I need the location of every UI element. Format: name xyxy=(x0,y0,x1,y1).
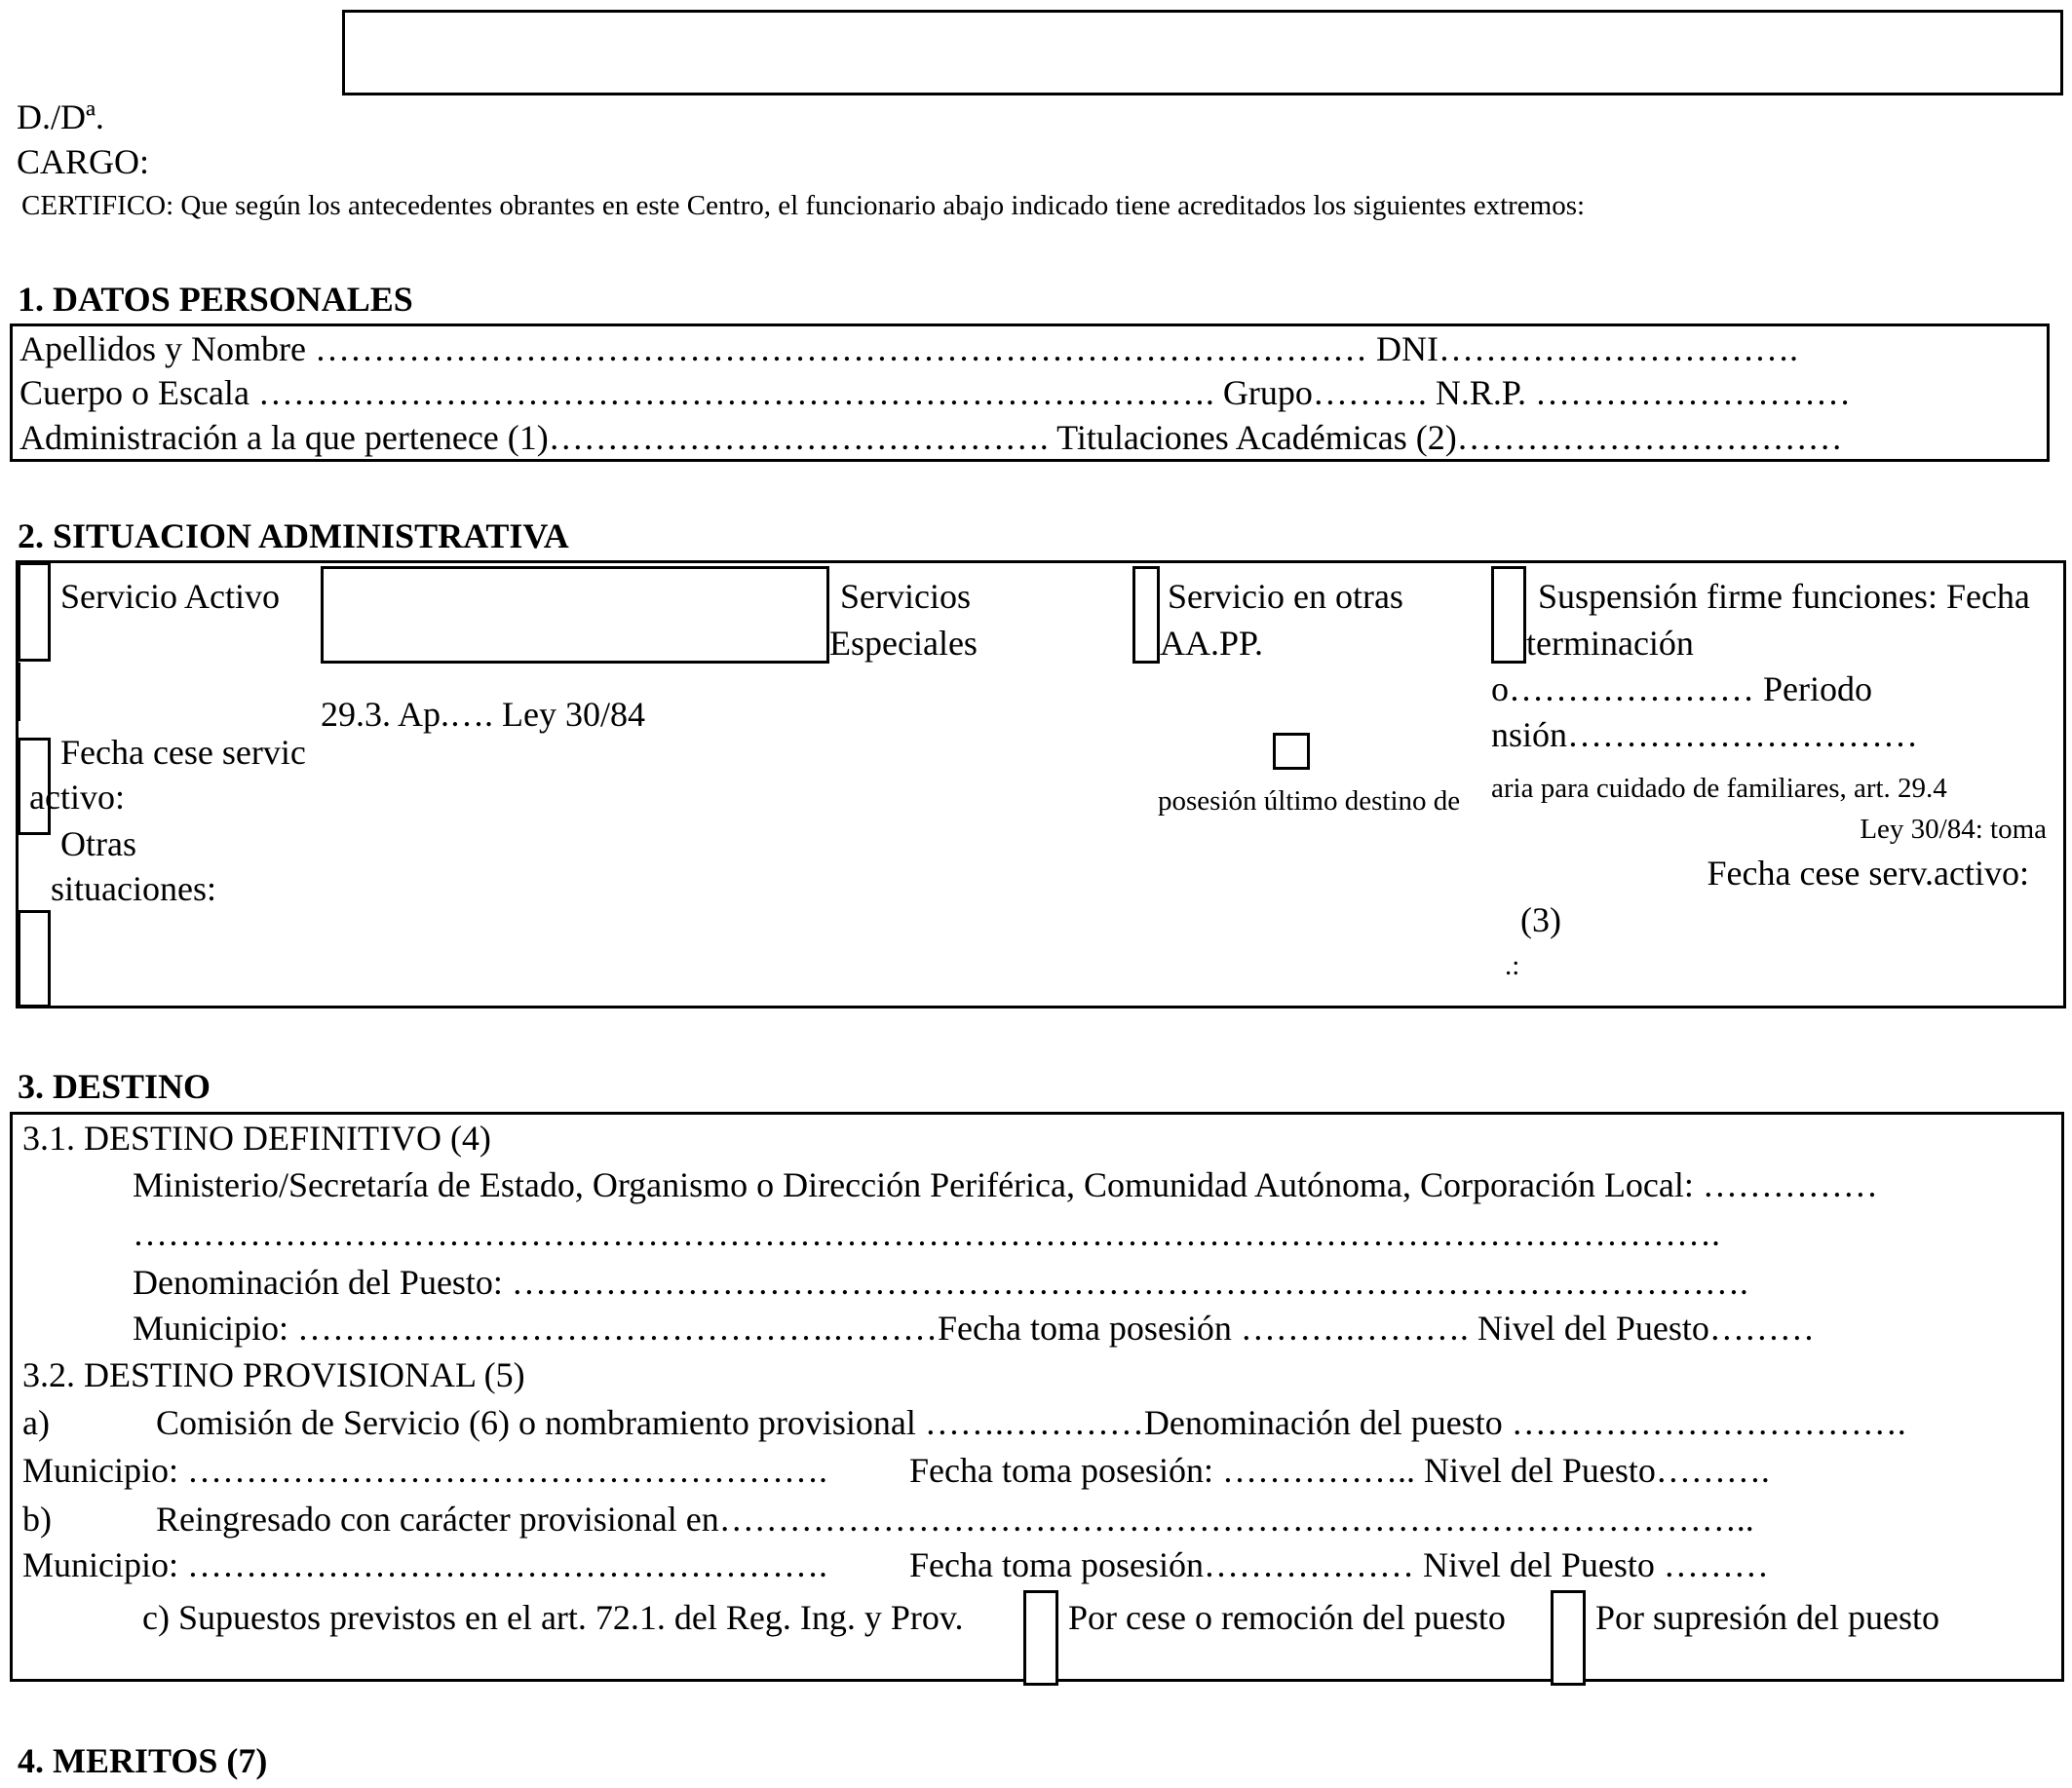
addressee-label: D./Dª. xyxy=(17,97,104,136)
municipio-definitivo-line[interactable]: Municipio: ……………………………………….………Fecha toma posesión ……….………. Nivel del Puesto……… xyxy=(133,1309,1815,1348)
servicios-especiales-label-1: Servicios xyxy=(840,577,971,616)
denominacion-line[interactable]: Denominación del Puesto: ……………………………………………………………………………………………. xyxy=(133,1263,1748,1302)
cese-remocion-label: Por cese o remoción del puesto xyxy=(1068,1598,1506,1637)
otras-aapp-checkbox[interactable] xyxy=(1132,566,1160,664)
servicio-activo-label: Servicio Activo xyxy=(60,577,280,616)
supresion-label: Por supresión del puesto xyxy=(1595,1598,1939,1637)
suspension-periodo-line[interactable]: o………………… Periodo xyxy=(1491,669,1872,708)
ministerio-dots-line[interactable]: ………………………………………………………………………………………………………………………. xyxy=(133,1214,1720,1253)
personal-line-3[interactable]: Administración a la que pertenece (1)……………………………………. Titulaciones Académicas (2)…………………………… xyxy=(19,418,1843,457)
excedencia-line-2: Ley 30/84: toma xyxy=(1860,814,2047,845)
supuestos-line: c) Supuestos previstos en el art. 72.1. del Reg. Ing. y Prov. xyxy=(142,1598,964,1637)
otras-aapp-label-2: AA.PP. xyxy=(1160,624,1264,663)
excedencia-line-1: aria para cuidado de familiares, art. 29.4 xyxy=(1491,773,1947,804)
note-3-label: (3) xyxy=(1520,900,1561,939)
personal-line-1[interactable]: Apellidos y Nombre ……………………………………………………………………………… DNI…………………………. xyxy=(19,329,1798,368)
personal-line-2[interactable]: Cuerpo o Escala ………………………………………………………………………. Grupo………. N.R.P. ……………………… xyxy=(19,373,1851,412)
ley-reference-label: 29.3. Ap.…. Ley 30/84 xyxy=(321,695,645,734)
comision-servicio-line[interactable]: Comisión de Servicio (6) o nombramiento provisional …….…………Denominación del puesto ……………………………. xyxy=(156,1403,1906,1442)
section-4-title: 4. MERITOS (7) xyxy=(18,1741,268,1780)
otras-aapp-label-1: Servicio en otras xyxy=(1168,577,1403,616)
suspension-duracion-line[interactable]: nsión………………………… xyxy=(1491,715,1919,754)
destino-definitivo-title: 3.1. DESTINO DEFINITIVO (4) xyxy=(22,1119,491,1158)
header-input-box[interactable] xyxy=(342,10,2063,95)
section-1-title: 1. DATOS PERSONALES xyxy=(18,280,413,319)
otras-situaciones-label-2: situaciones: xyxy=(51,869,216,908)
posesion-label: posesión último destino de xyxy=(1158,785,1461,817)
servicio-activo-checkbox[interactable] xyxy=(18,562,51,662)
fecha-cese-left-label-2: activo: xyxy=(29,778,125,817)
otras-situaciones-checkbox[interactable] xyxy=(18,910,51,1008)
supresion-checkbox[interactable] xyxy=(1551,1590,1586,1686)
fecha-cese-right-label: Fecha cese serv.activo: xyxy=(1707,854,2029,893)
otras-situaciones-label-1: Otras xyxy=(60,824,136,863)
cese-remocion-checkbox[interactable] xyxy=(1023,1590,1058,1686)
municipio-b-line[interactable]: Municipio: ………………………………………………. xyxy=(22,1545,827,1584)
fecha-cese-clip xyxy=(29,721,318,916)
reingresado-line[interactable]: Reingresado con carácter provisional en…………………………………………………………………………….. xyxy=(156,1500,1754,1539)
fecha-posesion-a-line[interactable]: Fecha toma posesión: …………….. Nivel del Puesto………. xyxy=(909,1451,1770,1490)
suspension-label-2: terminación xyxy=(1526,624,1694,663)
colon-mark: .: xyxy=(1505,950,1520,981)
section-2-title: 2. SITUACION ADMINISTRATIVA xyxy=(18,516,569,555)
posesion-checkbox[interactable] xyxy=(1273,733,1310,770)
cargo-label: CARGO: xyxy=(17,142,150,181)
ministerio-line[interactable]: Ministerio/Secretaría de Estado, Organismo o Dirección Periférica, Comunidad Autónoma, Corporación Local: …………… xyxy=(133,1165,1878,1204)
item-b-label: b) xyxy=(22,1500,52,1539)
suspension-detail-clip xyxy=(1491,663,2064,1006)
left-divider-line xyxy=(18,663,20,721)
fecha-cese-left-label-1: Fecha cese servic xyxy=(60,733,306,772)
destino-provisional-title: 3.2. DESTINO PROVISIONAL (5) xyxy=(22,1355,525,1394)
certifico-text: CERTIFICO: Que según los antecedentes obrantes en este Centro, el funcionario abajo indicado tiene acreditados los siguientes extremos: xyxy=(21,190,1586,221)
municipio-a-line[interactable]: Municipio: ………………………………………………. xyxy=(22,1451,827,1490)
section-3-title: 3. DESTINO xyxy=(18,1067,211,1106)
suspension-label-1: Suspensión firme funciones: Fecha xyxy=(1538,577,2030,616)
servicios-especiales-label-2: Especiales xyxy=(829,624,978,663)
item-a-label: a) xyxy=(22,1403,50,1442)
suspension-checkbox[interactable] xyxy=(1491,566,1526,664)
servicios-especiales-box[interactable] xyxy=(321,566,829,664)
fecha-posesion-b-line[interactable]: Fecha toma posesión……………… Nivel del Puesto ……… xyxy=(909,1545,1769,1584)
